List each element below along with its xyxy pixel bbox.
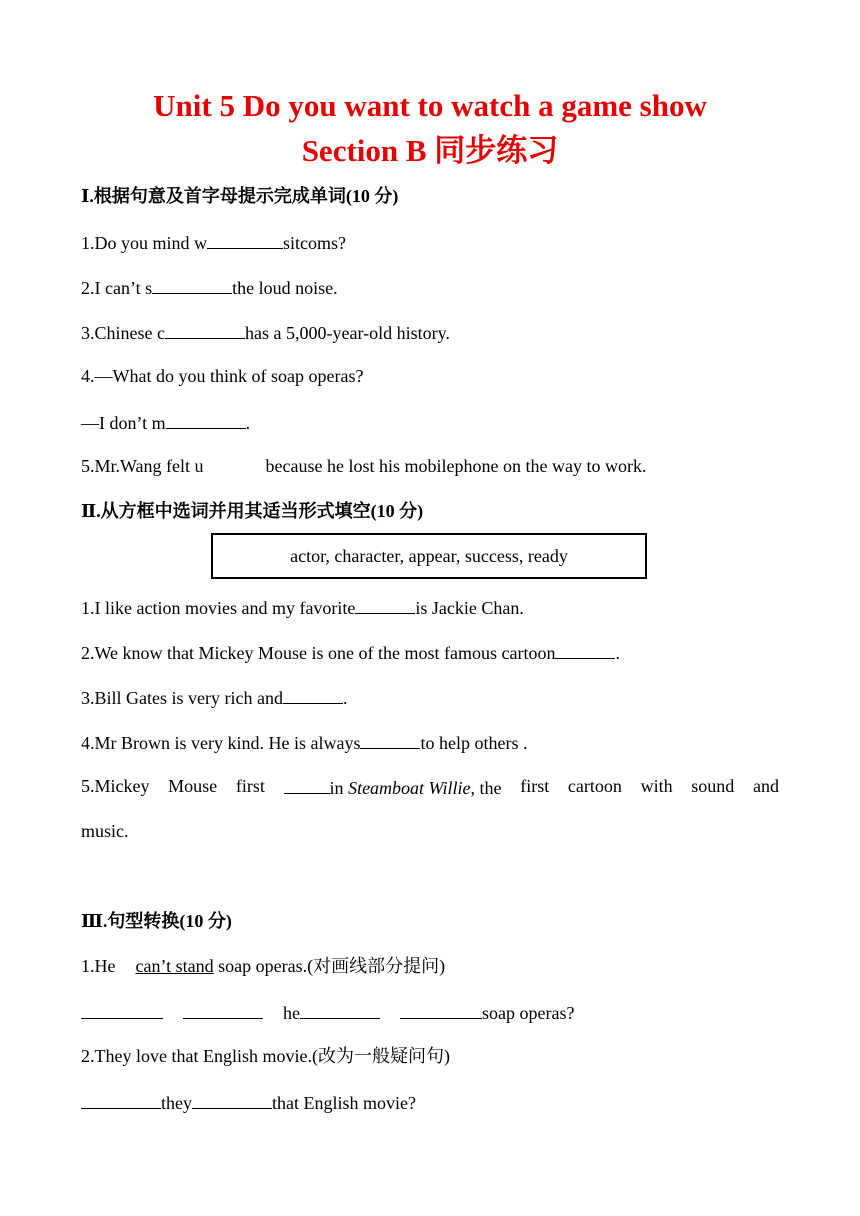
answer-blank[interactable] [555,640,615,659]
part3-q2: 2.They love that English movie.(改为一般疑问句) [81,1046,450,1066]
answer-blank[interactable] [81,1090,161,1109]
part2-heading: Ⅱ.从方框中选词并用其适当形式填空(10 分) [81,501,424,521]
answer-blank[interactable] [283,685,343,704]
part1-q1: 1.Do you mind w sitcoms? [81,230,346,254]
part1-q3: 3.Chinese c has a 5,000-year-old history. [81,320,450,344]
answer-blank[interactable] [400,1000,482,1019]
part3-heading: Ⅲ.句型转换(10 分) [81,911,232,931]
answer-blank[interactable] [166,410,246,429]
answer-blank[interactable] [355,595,415,614]
part2-q2: 2.We know that Mickey Mouse is one of the most famous cartoon . [81,640,620,664]
answer-blank[interactable] [192,1090,272,1109]
part1-q5: 5.Mr.Wang felt u because he lost his mobilephone on the way to work. [81,456,647,476]
answer-blank[interactable] [284,775,330,794]
part1-heading: Ⅰ.根据句意及首字母提示完成单词(10 分) [81,186,399,206]
part3-q1: 1.He can’t stand soap operas.(对画线部分提问) [81,956,446,976]
part2-q4: 4.Mr Brown is very kind. He is always to help others . [81,730,527,754]
answer-blank[interactable] [183,1000,263,1019]
part2-q5-cont: music. [81,821,129,841]
part1-q2: 2.I can’t s the loud noise. [81,275,338,299]
answer-blank[interactable] [152,275,232,294]
answer-blank[interactable] [165,320,245,339]
part2-q3: 3.Bill Gates is very rich and . [81,685,347,709]
part2-q5: 5.Mickey Mouse first in Steamboat Willie, the first cartoon with sound and [81,776,779,798]
part1-q4-question: 4.—What do you think of soap operas? [81,366,364,386]
title-line-1: Unit 5 Do you want to watch a game show [153,88,707,123]
part2-q1: 1.I like action movies and my favorite is Jackie Chan. [81,595,524,619]
answer-blank[interactable] [300,1000,380,1019]
part3-q1-answer: he soap operas? [81,1000,574,1024]
word-bank-box: actor, character, appear, success, ready [211,533,647,579]
part3-q2-answer: they that English movie? [81,1090,416,1114]
answer-blank[interactable] [207,230,283,249]
title-line-2: Section B 同步练习 [301,133,559,168]
answer-blank[interactable] [360,730,420,749]
part1-q4-answer: —I don’t m . [81,410,250,434]
answer-blank[interactable] [81,1000,163,1019]
